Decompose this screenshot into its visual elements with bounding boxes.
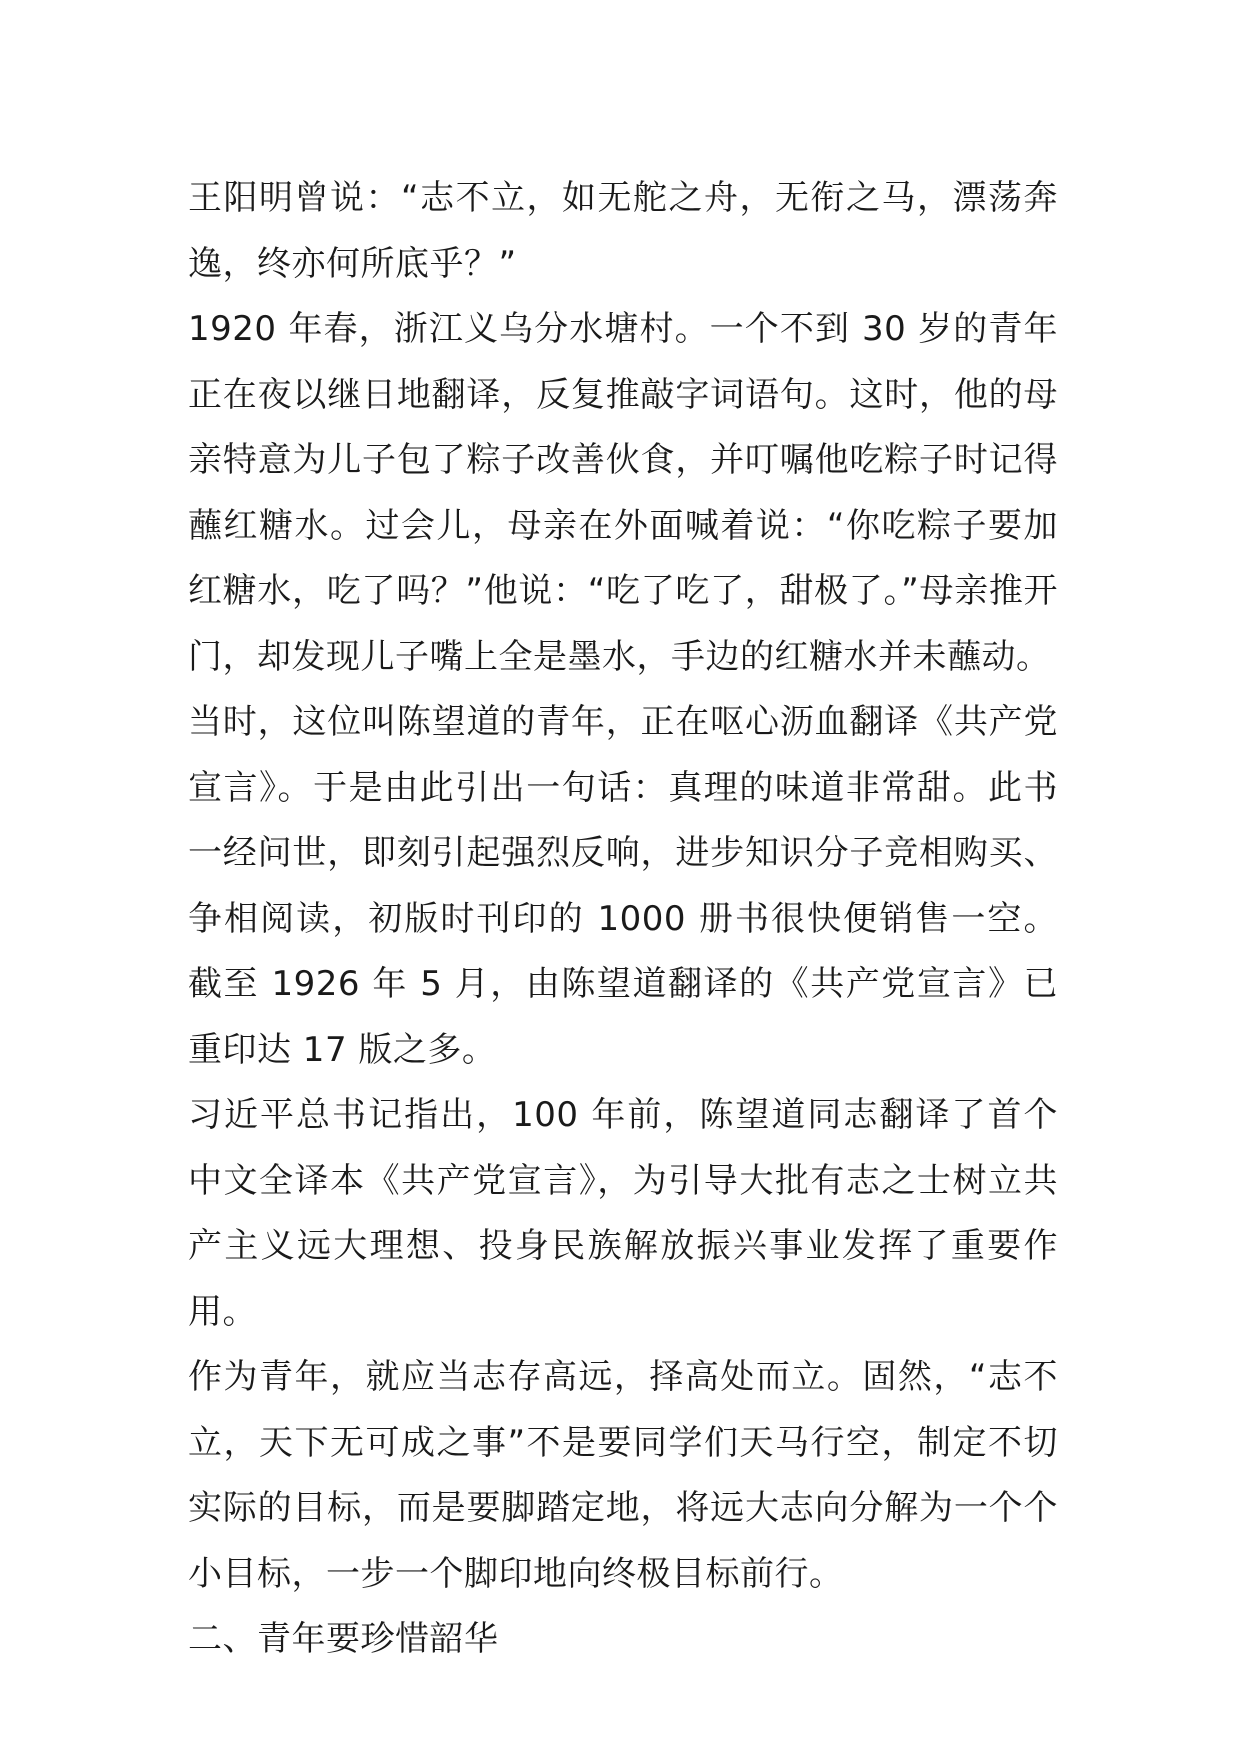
paragraph-youth-aspiration: 作为青年，就应当志存高远，择高处而立。固然，“志不立，天下无可成之事”不是要同学们天马行空，制定不切实际的目标，而是要脚踏定地，将远大志向分解为一个个小目标，一步一个脚印地向终极目标前行。 (188, 1357, 1058, 1594)
section-heading-cherish-youth: 二、青年要珍惜韶华 (188, 1619, 499, 1659)
document-body (188, 166, 1058, 1673)
paragraph-1920-story: 1920 年春，浙江义乌分水塘村。一个不到 30 岁的青年正在夜以继日地翻译，反复推敲字词语句。这时，他的母亲特意为儿子包了粽子改善伙食，并叮嘱他吃粽子时记得蘸红糖水。过会儿，母亲在外面喊着说：“你吃粽子要加红糖水，吃了吗？”他说：“吃了吃了，甜极了。”母亲推开门，却发现儿子嘴上全是墨水，手边的红糖水并未蘸动。 (188, 309, 1058, 677)
paragraph-quote-wang-yangming: 王阳明曾说：“志不立，如无舵之舟，无衔之马，漂荡奔逸，终亦何所底乎？” (188, 178, 1058, 284)
paragraph-xi-jinping-remark: 习近平总书记指出，100 年前，陈望道同志翻译了首个中文全译本《共产党宣言》，为引导大批有志之士树立共产主义远大理想、投身民族解放振兴事业发挥了重要作用。 (188, 1095, 1058, 1332)
paragraph-chen-wangdao-translation: 当时，这位叫陈望道的青年，正在呕心沥血翻译《共产党宣言》。于是由此引出一句话：真理的味道非常甜。此书一经问世，即刻引起强烈反响，进步知识分子竞相购买、争相阅读，初版时刊印的 1000 册书很快便销售一空。截至 1926 年 5 月，由陈望道翻译的《共产党宣言》已重印达 17 版之多。 (188, 702, 1058, 1070)
